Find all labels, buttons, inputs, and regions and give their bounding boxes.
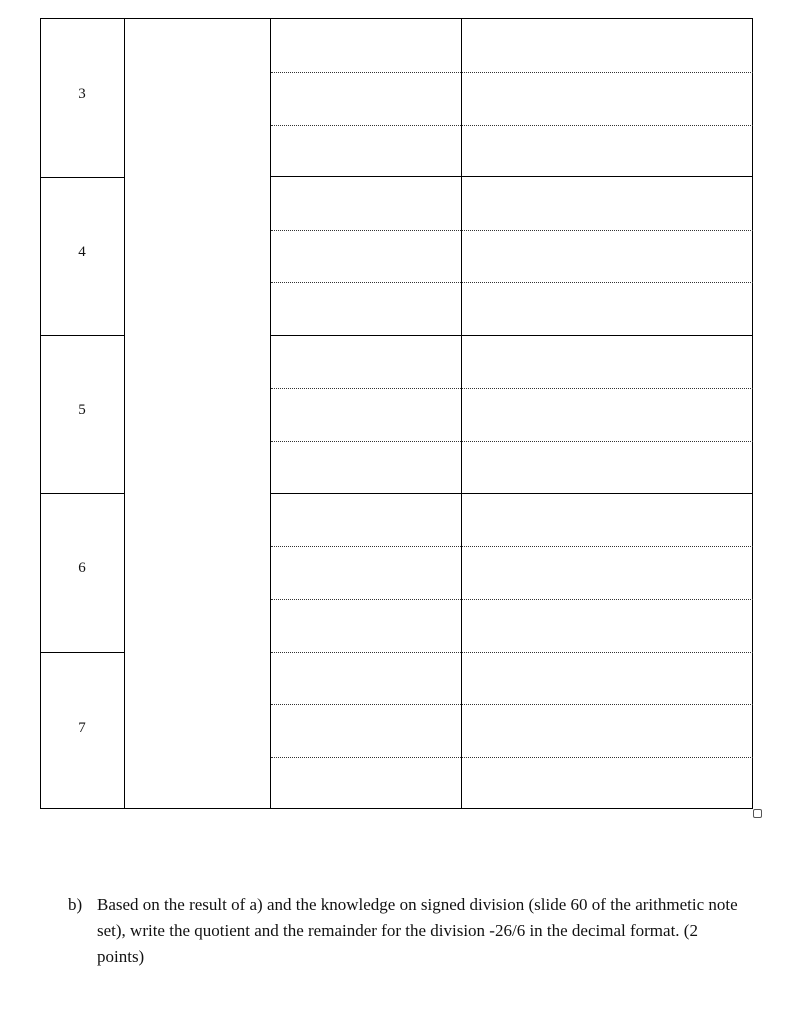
row-divider-step — [40, 493, 124, 494]
step-number: 5 — [78, 402, 86, 418]
step-number: 3 — [78, 86, 86, 102]
subrow-divider — [271, 230, 753, 231]
row-divider-step — [40, 335, 124, 336]
step-number: 4 — [78, 244, 86, 260]
table-border-bottom — [40, 808, 753, 809]
subrow-divider — [271, 599, 753, 600]
subrow-divider — [271, 388, 753, 389]
row-divider-step — [40, 177, 124, 178]
row-divider-right — [270, 176, 753, 177]
subrow-divider — [271, 652, 753, 653]
question-marker: b) — [68, 895, 83, 914]
step-number: 7 — [78, 720, 86, 736]
subrow-divider — [271, 704, 753, 705]
step-number: 6 — [78, 560, 86, 576]
work-table — [40, 18, 753, 809]
column-divider-1 — [124, 18, 125, 809]
subrow-divider — [271, 125, 753, 126]
row-divider-right — [270, 335, 753, 336]
subrow-divider — [271, 757, 753, 758]
table-resize-handle[interactable] — [753, 809, 762, 818]
row-divider-step — [40, 652, 124, 653]
table-border-right — [752, 18, 753, 809]
subrow-divider — [271, 441, 753, 442]
column-divider-2 — [270, 18, 271, 809]
question-text: Based on the result of a) and the knowledge on signed division (slide 60 of the arithmetic note set), write the quotient and the remainder for the division -26/6 in the decimal format. (2 points) — [97, 895, 738, 966]
subrow-divider — [271, 282, 753, 283]
question-b — [68, 892, 738, 970]
table-border-top — [40, 18, 753, 19]
subrow-divider — [271, 72, 753, 73]
column-divider-3 — [461, 18, 462, 809]
subrow-divider — [271, 546, 753, 547]
row-divider-right — [270, 493, 753, 494]
